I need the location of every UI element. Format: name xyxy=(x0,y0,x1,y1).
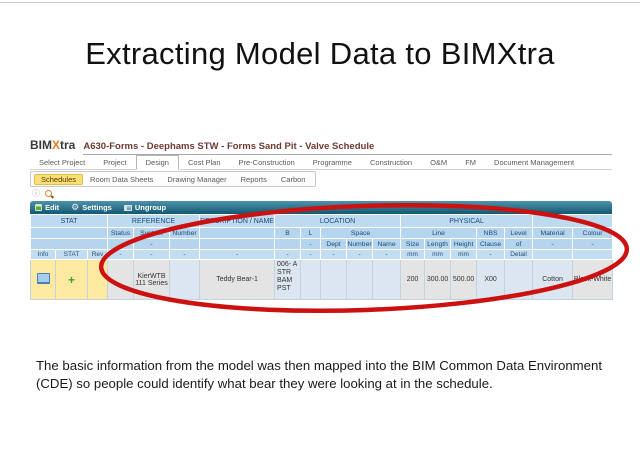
menu-item-document-management[interactable]: Document Management xyxy=(494,158,575,167)
subtab-drawing-manager[interactable]: Drawing Manager xyxy=(167,174,227,184)
menu-item-construction[interactable]: Construction xyxy=(369,158,413,167)
menu-item-pre-construction[interactable]: Pre-Construction xyxy=(238,158,295,167)
menu-item-programme[interactable]: Programme xyxy=(312,158,352,167)
level-of-detail-cell xyxy=(505,260,533,300)
status-cell xyxy=(108,260,134,300)
slide-title: Extracting Model Data to BIMXtra xyxy=(85,36,555,71)
filter-dropdown[interactable]: - xyxy=(170,250,200,260)
system-cell: KierWTB 111 Series xyxy=(134,260,170,300)
col-header-number: Number xyxy=(170,228,200,239)
col-header-material: Material xyxy=(533,228,573,239)
bimxtra-logo: BIMXtra xyxy=(30,138,76,152)
col-header-space: Space xyxy=(321,228,401,239)
col-header-l: L xyxy=(301,228,321,239)
stat-cell[interactable] xyxy=(56,260,88,300)
col-header-stat: STAT xyxy=(56,250,88,260)
edit-icon xyxy=(35,204,42,211)
main-menu xyxy=(30,154,612,170)
height-cell: 500.00 xyxy=(451,260,477,300)
description-cell: Teddy Bear-1 xyxy=(200,260,275,300)
info-cell[interactable] xyxy=(31,260,56,300)
group-header-stat: STAT xyxy=(31,215,108,228)
monitor-icon xyxy=(37,273,50,284)
design-subtabs xyxy=(30,171,316,187)
col-header-detail: Detail xyxy=(505,250,533,260)
space-number-cell xyxy=(347,260,373,300)
schedule-row-teddy-bear xyxy=(31,260,613,300)
filter-dropdown[interactable]: - xyxy=(134,250,170,260)
unit-mm: mm xyxy=(401,250,425,260)
col-header-level: Level xyxy=(505,228,533,239)
project-breadcrumb-title: A630-Forms - Deephams STW - Forms Sand Pit - Valve Schedule xyxy=(83,141,612,155)
unit-mm: mm xyxy=(451,250,477,260)
col-header-nbs: NBS xyxy=(477,228,505,239)
material-cell: Cotton xyxy=(533,260,573,300)
filter-dropdown[interactable]: - xyxy=(347,250,373,260)
menu-item-design[interactable]: Design xyxy=(136,155,179,170)
settings-button[interactable]: ⚙ Settings xyxy=(71,202,112,212)
filter-dropdown[interactable]: - xyxy=(373,250,401,260)
col-header-system: System xyxy=(134,228,170,239)
rev-cell xyxy=(88,260,108,300)
filter-dropdown[interactable]: - xyxy=(200,250,275,260)
col-header-space-name: Name xyxy=(373,239,401,250)
col-header-dept: Dept xyxy=(321,239,347,250)
col-header-length: Length xyxy=(425,239,451,250)
col-header-of: of xyxy=(505,239,533,250)
valve-schedule-table: STAT REFERENCE DESCRIPTION / NAME LOCATION PHYSICAL Status System Number B L Space Line NBS Level Material Colour - - Dept Number Name Size Length Height Clause of - - Info STAT Rev - - - - - - - - - mm mm mm - Detail + KierWTB 111 Series Teddy Bear-1 006- A STR BAM PST 200 300.00 500.00 X00 Cotton Black-White xyxy=(30,214,613,300)
size-cell: 200 xyxy=(401,260,425,300)
caption-text: The basic information from the model was then mapped into the BIM Common Data Environment (CDE) so people could identify what bear they were looking at in the schedule. xyxy=(36,358,602,392)
col-header-clause: Clause xyxy=(477,239,505,250)
bimxtra-screenshot xyxy=(30,138,612,300)
menu-item-om[interactable]: O&M xyxy=(430,158,448,167)
menu-item-project[interactable]: Project xyxy=(103,158,127,167)
col-header-b: B xyxy=(275,228,301,239)
ungroup-icon xyxy=(124,205,132,211)
menu-item-select-project[interactable]: Select Project xyxy=(39,158,86,167)
location-l-cell xyxy=(301,260,321,300)
group-header-description: DESCRIPTION / NAME xyxy=(200,215,275,228)
subtab-reports[interactable]: Reports xyxy=(240,174,267,184)
col-header-space-number: Number xyxy=(347,240,372,248)
space-name-cell xyxy=(373,260,401,300)
filter-dropdown[interactable]: - xyxy=(301,250,321,260)
app-header xyxy=(30,138,612,154)
number-cell xyxy=(170,260,200,300)
slide-top-divider xyxy=(0,2,640,3)
edit-button[interactable]: Edit xyxy=(35,203,59,212)
group-header-reference: REFERENCE xyxy=(108,215,200,228)
settings-gear-icon: ⚙ xyxy=(71,202,80,212)
filter-dropdown[interactable]: - xyxy=(108,250,134,260)
colour-cell: Black-White xyxy=(573,260,613,300)
col-header-size: Size xyxy=(401,239,425,250)
col-header-rev: Rev xyxy=(88,250,108,260)
quick-icons-row xyxy=(30,187,612,201)
subtab-room-data-sheets[interactable]: Room Data Sheets xyxy=(90,174,154,184)
filter-dropdown[interactable]: - xyxy=(275,250,301,260)
subtab-schedules[interactable]: Schedules xyxy=(34,174,83,185)
info-circle-icon[interactable]: ⓘ xyxy=(32,189,40,198)
col-header-line: Line xyxy=(401,228,477,239)
group-header-location: LOCATION xyxy=(275,215,401,228)
subtab-carbon[interactable]: Carbon xyxy=(280,174,306,184)
col-header-colour: Colour xyxy=(573,228,613,239)
ungroup-button[interactable]: Ungroup xyxy=(124,203,166,212)
search-icon[interactable] xyxy=(45,190,54,199)
dept-cell xyxy=(321,260,347,300)
col-header-height: Height xyxy=(451,239,477,250)
grid-toolbar xyxy=(30,201,612,214)
length-cell: 300.00 xyxy=(425,260,451,300)
col-header-status: Status xyxy=(108,228,134,239)
filter-dropdown[interactable]: - xyxy=(321,250,347,260)
filter-dropdown[interactable]: - xyxy=(477,250,505,260)
menu-item-cost-plan[interactable]: Cost Plan xyxy=(187,158,221,167)
location-b-cell: 006- A STR BAM PST xyxy=(275,260,301,300)
add-status-icon: + xyxy=(67,272,75,287)
col-header-info: Info xyxy=(31,250,56,260)
group-header-physical: PHYSICAL xyxy=(401,215,533,228)
menu-item-fm[interactable]: FM xyxy=(465,158,477,167)
nbs-clause-cell: X00 xyxy=(477,260,505,300)
unit-mm: mm xyxy=(425,250,451,260)
